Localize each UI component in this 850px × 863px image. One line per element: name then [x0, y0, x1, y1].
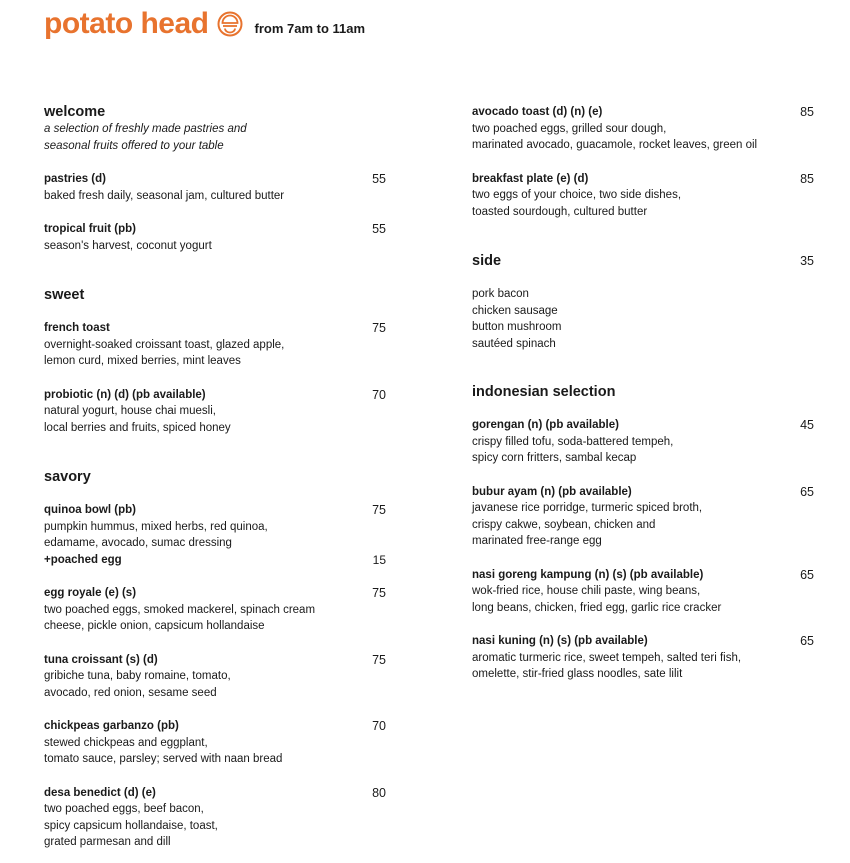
item-description: gribiche tuna, baby romaine, tomato, avocado, red onion, sesame seed — [44, 670, 231, 699]
item-price: 55 — [372, 172, 386, 186]
item-name: french toast — [44, 322, 110, 334]
item-description: pumpkin hummus, mixed herbs, red quinoa, edamame, avocado, sumac dressing — [44, 520, 268, 549]
item-price: 85 — [800, 171, 814, 186]
item-description: natural yogurt, house chai muesli, local berries and fruits, spiced honey — [44, 405, 231, 434]
menu-column-left — [44, 104, 386, 851]
item-description: overnight-soaked croissant toast, glazed apple, lemon curd, mixed berries, mint leaves — [44, 338, 285, 367]
menu-item — [44, 320, 386, 370]
item-price: 75 — [372, 652, 386, 667]
item-price: 75 — [372, 586, 386, 600]
item-price: 45 — [800, 418, 814, 432]
section-intro: a selection of freshly made pastries and seasonal fruits offered to your table — [44, 123, 247, 152]
side-price: 35 — [800, 254, 814, 268]
menu-item — [44, 502, 386, 568]
side-option: sautéed spinach — [472, 337, 556, 350]
item-price: 65 — [800, 484, 814, 499]
item-description: javanese rice porridge, turmeric spiced broth, crispy cakwe, soybean, chicken and marinated free-range egg — [472, 502, 703, 547]
menu-item — [472, 633, 814, 683]
item-description: crispy filled tofu, soda-battered tempeh, spicy corn fritters, sambal kecap — [472, 435, 674, 464]
item-price: 70 — [372, 719, 386, 733]
item-name: probiotic (n) (d) (pb available) — [44, 388, 206, 401]
item-name: chickpeas garbanzo (pb) — [44, 720, 179, 732]
menu-item — [44, 221, 386, 254]
menu-item — [472, 171, 814, 221]
opening-hours: from 7am to 11am — [254, 20, 366, 36]
item-price: 65 — [800, 634, 814, 648]
item-name: pastries (d) — [44, 173, 106, 185]
item-price: 55 — [372, 222, 386, 236]
section-title-side: side — [472, 253, 502, 269]
side-option: chicken sausage — [472, 304, 558, 317]
item-description: two poached eggs, smoked mackerel, spinach cream cheese, pickle onion, capsicum hollandaise — [44, 603, 316, 632]
menu-item — [44, 652, 386, 702]
item-name: tropical fruit (pb) — [44, 223, 136, 235]
item-addon — [44, 552, 386, 569]
side-section-header — [472, 253, 814, 270]
item-price: 85 — [800, 105, 814, 119]
menu-item — [472, 417, 814, 467]
item-description: season's harvest, coconut yogurt — [44, 239, 212, 252]
menu-item — [44, 585, 386, 635]
menu-item — [44, 785, 386, 851]
item-name: nasi goreng kampung (n) (s) (pb available) — [472, 568, 704, 581]
item-name: avocado toast (d) (n) (e) — [472, 106, 603, 118]
item-name: desa benedict (d) (e) — [44, 786, 156, 799]
item-description: aromatic turmeric rice, sweet tempeh, salted teri fish, omelette, stir-fried glass noodles, sate lilit — [472, 651, 742, 680]
menu-column-right — [472, 104, 814, 683]
item-description: wok-fried rice, house chili paste, wing beans, long beans, chicken, fried egg, garlic rice cracker — [472, 585, 722, 614]
section-title-indonesian: indonesian selection — [472, 384, 616, 400]
item-name: breakfast plate (e) (d) — [472, 172, 589, 185]
item-price: 65 — [800, 567, 814, 582]
side-options-list — [472, 286, 814, 352]
addon-price: 15 — [372, 552, 386, 567]
menu-item — [472, 484, 814, 550]
menu-item — [44, 171, 386, 204]
side-option: button mushroom — [472, 321, 562, 333]
side-option: pork bacon — [472, 288, 529, 300]
section-title-welcome: welcome — [44, 104, 106, 120]
item-description: two poached eggs, grilled sour dough, marinated avocado, guacamole, rocket leaves, green oil — [472, 122, 758, 151]
item-price: 75 — [372, 503, 386, 517]
section-title-savory: savory — [44, 469, 91, 485]
item-name: tuna croissant (s) (d) — [44, 653, 158, 666]
menu-item — [472, 104, 814, 154]
menu-item — [472, 567, 814, 617]
brand-name: potato head — [44, 7, 209, 40]
item-description: baked fresh daily, seasonal jam, cultured butter — [44, 189, 285, 202]
potato-head-logo-icon — [217, 11, 243, 37]
item-price: 75 — [372, 321, 386, 335]
menu-item — [44, 387, 386, 437]
item-description: two poached eggs, beef bacon, spicy capsicum hollandaise, toast, grated parmesan and dill — [44, 803, 218, 848]
item-description: stewed chickpeas and eggplant, tomato sauce, parsley; served with naan bread — [44, 736, 283, 765]
item-name: quinoa bowl (pb) — [44, 504, 136, 516]
addon-name: +poached egg — [44, 553, 122, 566]
page-header — [44, 4, 365, 44]
item-name: gorengan (n) (pb available) — [472, 419, 619, 431]
item-price: 70 — [372, 387, 386, 402]
item-description: two eggs of your choice, two side dishes, toasted sourdough, cultured butter — [472, 189, 682, 218]
item-price: 80 — [372, 785, 386, 800]
menu-item — [44, 718, 386, 768]
item-name: bubur ayam (n) (pb available) — [472, 485, 632, 498]
item-name: egg royale (e) (s) — [44, 587, 137, 599]
item-name: nasi kuning (n) (s) (pb available) — [472, 635, 648, 647]
section-title-sweet: sweet — [44, 287, 85, 303]
